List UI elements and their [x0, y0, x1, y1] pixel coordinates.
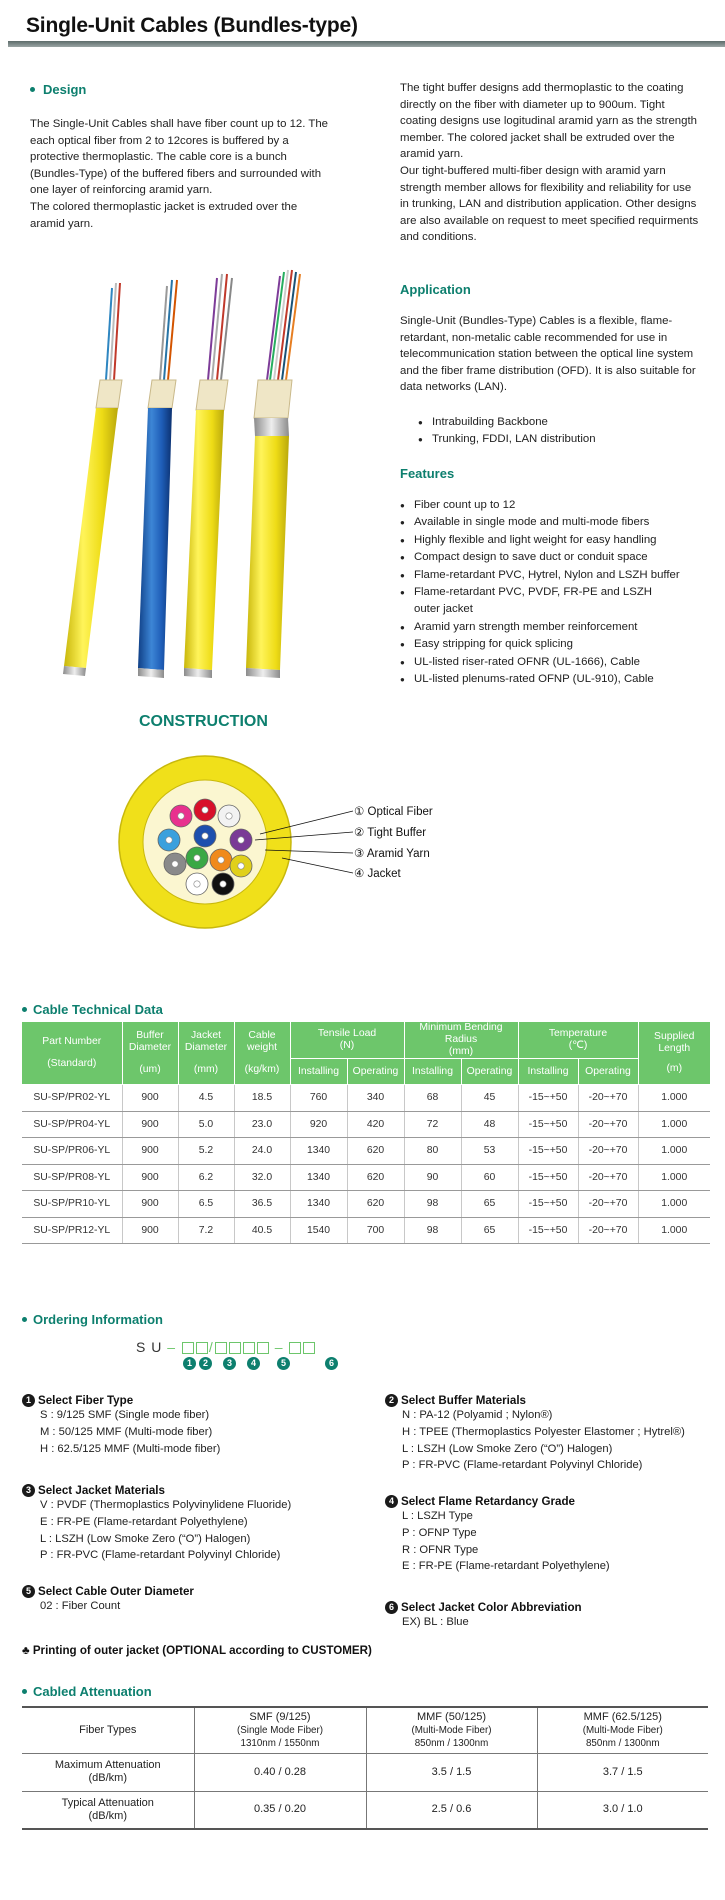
table-row [22, 1111, 710, 1138]
table-cell: 900 [122, 1191, 178, 1218]
table-cell: 620 [347, 1191, 404, 1218]
optical-fiber-core [238, 837, 244, 843]
col-buffer: Buffer Diameter (um) [122, 1022, 178, 1085]
table-cell: -20~+70 [578, 1138, 638, 1165]
cable-cross-section [110, 752, 440, 932]
table-cell: 1.000 [638, 1191, 710, 1218]
optical-fiber-core [220, 881, 226, 887]
table-cell: 36.5 [234, 1191, 290, 1218]
table-cell: 1.000 [638, 1138, 710, 1165]
table-cell: 1.000 [638, 1111, 710, 1138]
order-section-1: 1 Select Fiber Type S : 9/125 SMF (Single mode fiber) M : 50/125 MMF (Multi-mode fiber) H : 62.5/125 MMF (Multi-mode fiber) [22, 1394, 362, 1457]
table-cell: 700 [347, 1217, 404, 1244]
table-cell: 1.000 [638, 1085, 710, 1112]
sub-operating: Operating [461, 1059, 518, 1085]
design-text: The Single-Unit Cables shall have fiber count up to 12. The each optical fiber from 2 to 12cores is buffered by a protective thermoplastic. The cable core is a bunch (Bundles-Type) of the buffered fibers and surrounded with one layer of reinforcing aramid yarn. The colored thermoplastic jacket is extruded over the aramid yarn. [30, 118, 329, 230]
table-cell: 72 [404, 1111, 461, 1138]
table-cell: 900 [122, 1111, 178, 1138]
table-cell: 6.2 [178, 1164, 234, 1191]
cable-1 [63, 283, 122, 676]
table-cell: -20~+70 [578, 1111, 638, 1138]
attenuation-heading: Cabled Attenuation [22, 1684, 152, 1699]
list-item: ● UL-listed plenums-rated OFNP (UL-910), Cable [400, 671, 705, 688]
table-cell: 1.000 [638, 1217, 710, 1244]
table-cell: 48 [461, 1111, 518, 1138]
optical-fiber-core [194, 855, 200, 861]
construction-heading: CONSTRUCTION [139, 713, 268, 730]
table-cell: 23.0 [234, 1111, 290, 1138]
table-cell: 98 [404, 1191, 461, 1218]
table-cell: 420 [347, 1111, 404, 1138]
table-cell: 5.0 [178, 1111, 234, 1138]
table-cell: 900 [122, 1085, 178, 1112]
fiber-types-header: Fiber Types [22, 1707, 194, 1753]
attenuation-table [22, 1706, 708, 1830]
table-cell: 65 [461, 1191, 518, 1218]
table-cell: 60 [461, 1164, 518, 1191]
table-cell: 900 [122, 1138, 178, 1165]
list-item: ● Trunking, FDDI, LAN distribution [418, 431, 698, 448]
optical-fiber-core [238, 863, 244, 869]
col-mmf-50: MMF (50/125) (Multi-Mode Fiber) 850nm / 1300nm [366, 1707, 537, 1753]
table-cell: 32.0 [234, 1164, 290, 1191]
features-list [400, 497, 705, 688]
table-cell: SU-SP/PR04-YL [22, 1111, 122, 1138]
design-text-right: The tight buffer designs add thermoplastic to the coating directly on the fiber with diameter up to 900um. Tight coating designs use logitudinal aramid yarn as the strength member. The colored jacket shall be extruded over the aramid yarn. Our tight-buffered multi-fiber design with aramid yarn strength member allows for flexibility and reliability for use in trunking, LAN and distribution application. Other designs are also available on request to meet specified requirments and conditions. [400, 82, 699, 244]
col-smf: SMF (9/125) (Single Mode Fiber) 1310nm / 1550nm [194, 1707, 366, 1753]
col-weight: Cable weight (kg/km) [234, 1022, 290, 1085]
table-cell: -20~+70 [578, 1164, 638, 1191]
optical-fiber-core [218, 857, 224, 863]
application-heading: Application [400, 282, 471, 297]
col-length: Supplied Length (m) [638, 1022, 710, 1085]
cable-3 [184, 274, 232, 678]
col-part-number: Part Number (Standard) [22, 1022, 122, 1085]
optical-fiber-core [166, 837, 172, 843]
col-temperature: Temperature (℃) [518, 1022, 638, 1059]
application-text: Single-Unit (Bundles-Type) Cables is a flexible, flame-retardant, non-metalic cable recommended for use in telecommunication station between the optical line system and the fiber frame distribution (OFD). It is also suitable for data networks (LAN). [400, 315, 696, 394]
table-cell: 1340 [290, 1164, 347, 1191]
optical-fiber-core [172, 861, 178, 867]
table-cell: 900 [122, 1217, 178, 1244]
sub-installing: Installing [290, 1059, 347, 1085]
title-divider [8, 41, 725, 47]
table-cell: 620 [347, 1164, 404, 1191]
table-row: Typical Attenuation (dB/km) 0.35 / 0.20 2.5 / 0.6 3.0 / 1.0 [22, 1791, 708, 1829]
application-list [418, 414, 698, 449]
page-title: Single-Unit Cables (Bundles-type) [26, 14, 358, 37]
table-cell: 4.5 [178, 1085, 234, 1112]
table-cell: -15~+50 [518, 1111, 578, 1138]
list-item: ● UL-listed riser-rated OFNR (UL-1666), Cable [400, 654, 705, 671]
table-cell: 1.000 [638, 1164, 710, 1191]
order-section-2: 2 Select Buffer Materials N : PA-12 (Polyamid ; Nylon®) H : TPEE (Thermoplastics Polyester Elastomer ; Hytrel®) L : LSZH (Low Smoke Zero (“O”) Halogen) P : FR-PVC (Flame-retardant Polyvinyl Chloride) [385, 1394, 725, 1474]
optical-fiber-core [226, 813, 232, 819]
table-cell: 6.5 [178, 1191, 234, 1218]
label-aramid-yarn: ③ Aramid Yarn [354, 848, 430, 860]
label-optical-fiber: ① Optical Fiber [354, 806, 433, 818]
list-item: ● Aramid yarn strength member reinforcement [400, 619, 705, 636]
table-row [22, 1217, 710, 1244]
table-cell: -15~+50 [518, 1164, 578, 1191]
table-cell: 1340 [290, 1191, 347, 1218]
list-item: ● Fiber count up to 12 [400, 497, 705, 514]
col-jacket: Jacket Diameter (mm) [178, 1022, 234, 1085]
table-cell: 68 [404, 1085, 461, 1112]
table-cell: -20~+70 [578, 1217, 638, 1244]
table-row [22, 1191, 710, 1218]
table-cell: -15~+50 [518, 1217, 578, 1244]
optical-fiber-core [194, 881, 200, 887]
table-cell: -20~+70 [578, 1191, 638, 1218]
list-item: ● Available in single mode and multi-mode fibers [400, 514, 705, 531]
design-heading: Design [30, 82, 86, 97]
table-cell: 90 [404, 1164, 461, 1191]
table-cell: -15~+50 [518, 1191, 578, 1218]
order-section-4: 4 Select Flame Retardancy Grade L : LSZH Type P : OFNP Type R : OFNR Type E : FR-PE (Flame-retardant Polyethylene) [385, 1495, 725, 1575]
table-cell: 900 [122, 1164, 178, 1191]
table-cell: 65 [461, 1217, 518, 1244]
list-item: ● Flame-retardant PVC, Hytrel, Nylon and LSZH buffer [400, 567, 705, 584]
list-item: ● Easy stripping for quick splicing [400, 636, 705, 653]
col-tensile: Tensile Load (N) [290, 1022, 404, 1059]
table-row [22, 1085, 710, 1112]
table-cell: SU-SP/PR08-YL [22, 1164, 122, 1191]
sub-operating: Operating [578, 1059, 638, 1085]
table-cell: 1340 [290, 1138, 347, 1165]
table-cell: SU-SP/PR12-YL [22, 1217, 122, 1244]
list-item: ● Compact design to save duct or conduit space [400, 549, 705, 566]
table-cell: 920 [290, 1111, 347, 1138]
table-row: Maximum Attenuation (dB/km) 0.40 / 0.28 3.5 / 1.5 3.7 / 1.5 [22, 1753, 708, 1791]
table-cell: SU-SP/PR02-YL [22, 1085, 122, 1112]
ordering-heading: Ordering Information [22, 1312, 163, 1327]
list-item: ● Flame-retardant PVC, PVDF, FR-PE and LSZH outer jacket [400, 584, 670, 619]
table-cell: 340 [347, 1085, 404, 1112]
table-cell: 620 [347, 1138, 404, 1165]
table-row [22, 1138, 710, 1165]
table-row [22, 1164, 710, 1191]
sub-installing: Installing [404, 1059, 461, 1085]
table-cell: -20~+70 [578, 1085, 638, 1112]
table-cell: 7.2 [178, 1217, 234, 1244]
optical-fiber-core [178, 813, 184, 819]
tech-table [22, 1022, 710, 1244]
table-cell: 80 [404, 1138, 461, 1165]
features-heading: Features [400, 466, 455, 481]
table-cell: SU-SP/PR06-YL [22, 1138, 122, 1165]
cable-2 [138, 280, 177, 678]
label-jacket: ④ Jacket [354, 868, 401, 880]
list-item: ● Highly flexible and light weight for easy handling [400, 532, 705, 549]
table-cell: 24.0 [234, 1138, 290, 1165]
sub-installing: Installing [518, 1059, 578, 1085]
order-section-5: 5 Select Cable Outer Diameter 02 : Fiber Count [22, 1585, 362, 1615]
order-code: S U – / – [136, 1339, 316, 1355]
table-cell: 45 [461, 1085, 518, 1112]
list-item: ● Intrabuilding Backbone [418, 414, 698, 431]
label-tight-buffer: ② Tight Buffer [354, 827, 427, 839]
optical-fiber-core [202, 807, 208, 813]
col-mmf-625: MMF (62.5/125) (Multi-Mode Fiber) 850nm / 1300nm [537, 1707, 708, 1753]
sub-operating: Operating [347, 1059, 404, 1085]
table-cell: -15~+50 [518, 1138, 578, 1165]
table-cell: 5.2 [178, 1138, 234, 1165]
table-cell: 1540 [290, 1217, 347, 1244]
table-cell: 40.5 [234, 1217, 290, 1244]
table-cell: 760 [290, 1085, 347, 1112]
col-bending: Minimum Bending Radius (mm) [404, 1022, 518, 1059]
optical-fiber-core [202, 833, 208, 839]
table-cell: 98 [404, 1217, 461, 1244]
table-cell: -15~+50 [518, 1085, 578, 1112]
table-cell: SU-SP/PR10-YL [22, 1191, 122, 1218]
printing-note: ♣ Printing of outer jacket (OPTIONAL according to CUSTOMER) [22, 1644, 372, 1657]
cable-illustration [60, 268, 330, 683]
table-cell: 18.5 [234, 1085, 290, 1112]
order-section-3: 3 Select Jacket Materials V : PVDF (Thermoplastics Polyvinylidene Fluoride) E : FR-PE (Flame-retardant Polyethylene) L : LSZH (Low Smoke Zero (“O”) Halogen) P : FR-PVC (Flame-retardant Polyvinyl Chloride) [22, 1484, 372, 1564]
table-cell: 53 [461, 1138, 518, 1165]
order-section-6: 6 Select Jacket Color Abbreviation EX) BL : Blue [385, 1601, 725, 1631]
cable-4 [246, 270, 300, 678]
tech-heading: Cable Technical Data [22, 1002, 163, 1017]
